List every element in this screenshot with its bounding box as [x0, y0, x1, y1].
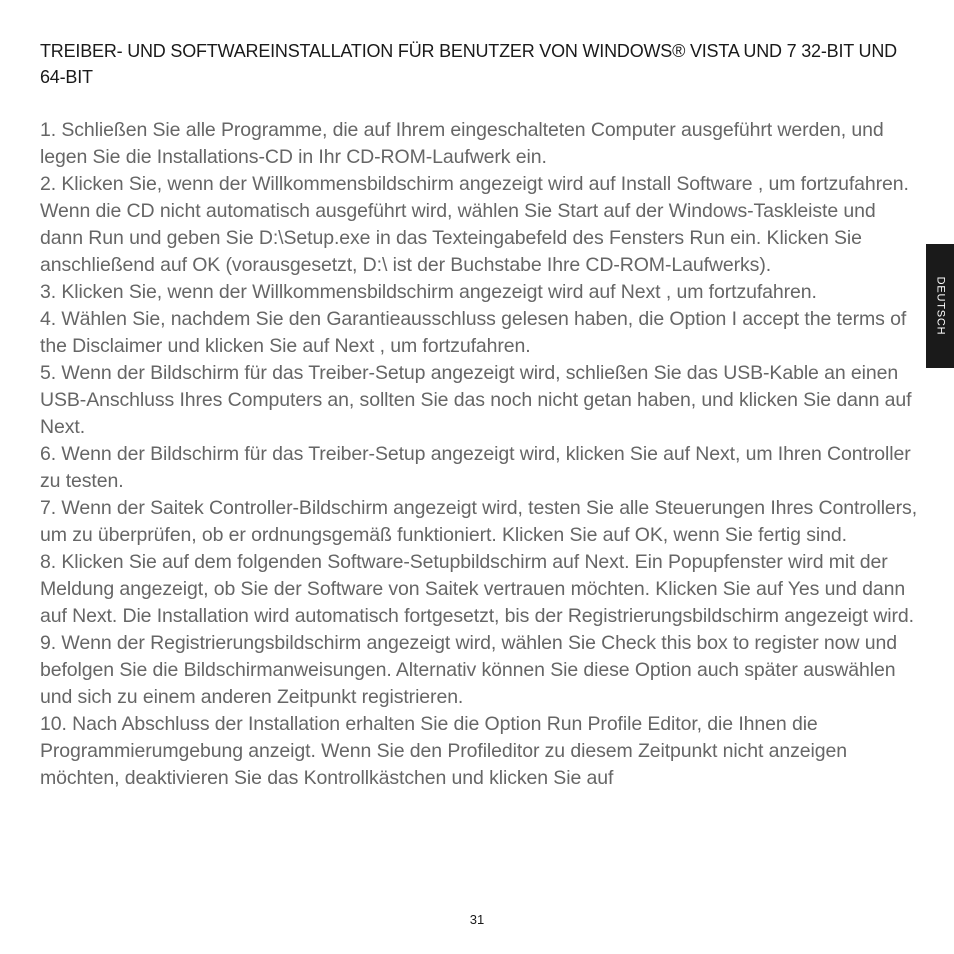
section-heading: TREIBER- UND SOFTWAREINSTALLATION FÜR BENUTZER VON WINDOWS® VISTA UND 7 32-BIT UND 64-BIT: [40, 41, 897, 87]
language-tab-label: DEUTSCH: [934, 276, 946, 336]
language-tab: [926, 244, 954, 368]
step-4: 4. Wählen Sie, nachdem Sie den Garantieausschluss gelesen haben, die Option I accept the terms of the Disclaimer und klicken Sie auf Next , um fortzufahren.: [40, 308, 907, 357]
step-1: 1. Schließen Sie alle Programme, die auf Ihrem eingeschalteten Computer ausgeführt werden, und legen Sie die Installations-CD in Ihr CD-ROM-Laufwerk ein.: [40, 119, 884, 168]
step-10: 10. Nach Abschluss der Installation erhalten Sie die Option Run Profile Editor, die Ihnen die Programmierumgebung anzeigt. Wenn Sie den Profileditor zu diesem Zeitpunkt nicht anzeigen möchten, deaktivieren Sie das Kontrollkästchen und klicken Sie auf: [40, 713, 847, 789]
step-9: 9. Wenn der Registrierungsbildschirm angezeigt wird, wählen Sie Check this box to register now und befolgen Sie die Bildschirmanweisungen. Alternativ können Sie diese Option auch später auswählen und sich zu einem anderen Zeitpunkt registrieren.: [40, 632, 897, 708]
step-8: 8. Klicken Sie auf dem folgenden Software-Setupbildschirm auf Next. Ein Popupfenster wird mit der Meldung angezeigt, ob Sie der Software von Saitek vertrauen möchten. Klicken Sie auf Yes und dann auf Next. Die Installation wird automatisch fortgesetzt, bis der Registrierungsbildschirm angezeigt wird.: [40, 551, 914, 627]
page-number: 31: [469, 912, 485, 927]
step-2: 2. Klicken Sie, wenn der Willkommensbildschirm angezeigt wird auf Install Software , um fortzufahren. Wenn die CD nicht automatisch ausgeführt wird, wählen Sie Start auf der Windows-Taskleiste und dann Run und geben Sie D:\Setup.exe in das Texteingabefeld des Fensters Run ein. Klicken Sie anschließend auf OK (vorausgesetzt, D:\ ist der Buchstabe Ihre CD-ROM-Laufwerks).: [40, 173, 909, 276]
step-5: 5. Wenn der Bildschirm für das Treiber-Setup angezeigt wird, schließen Sie das USB-Kable an einen USB-Anschluss Ihres Computers an, sollten Sie das noch nicht getan haben, und klicken Sie dann auf Next.: [40, 362, 912, 438]
step-6: 6. Wenn der Bildschirm für das Treiber-Setup angezeigt wird, klicken Sie auf Next, um Ihren Controller zu testen.: [40, 443, 911, 492]
installation-steps-list: [40, 117, 920, 792]
step-3: 3. Klicken Sie, wenn der Willkommensbildschirm angezeigt wird auf Next , um fortzufahren.: [40, 281, 817, 303]
step-7: 7. Wenn der Saitek Controller-Bildschirm angezeigt wird, testen Sie alle Steuerungen Ihres Controllers, um zu überprüfen, ob er ordnungsgemäß funktioniert. Klicken Sie auf OK, wenn Sie fertig sind.: [40, 497, 918, 546]
